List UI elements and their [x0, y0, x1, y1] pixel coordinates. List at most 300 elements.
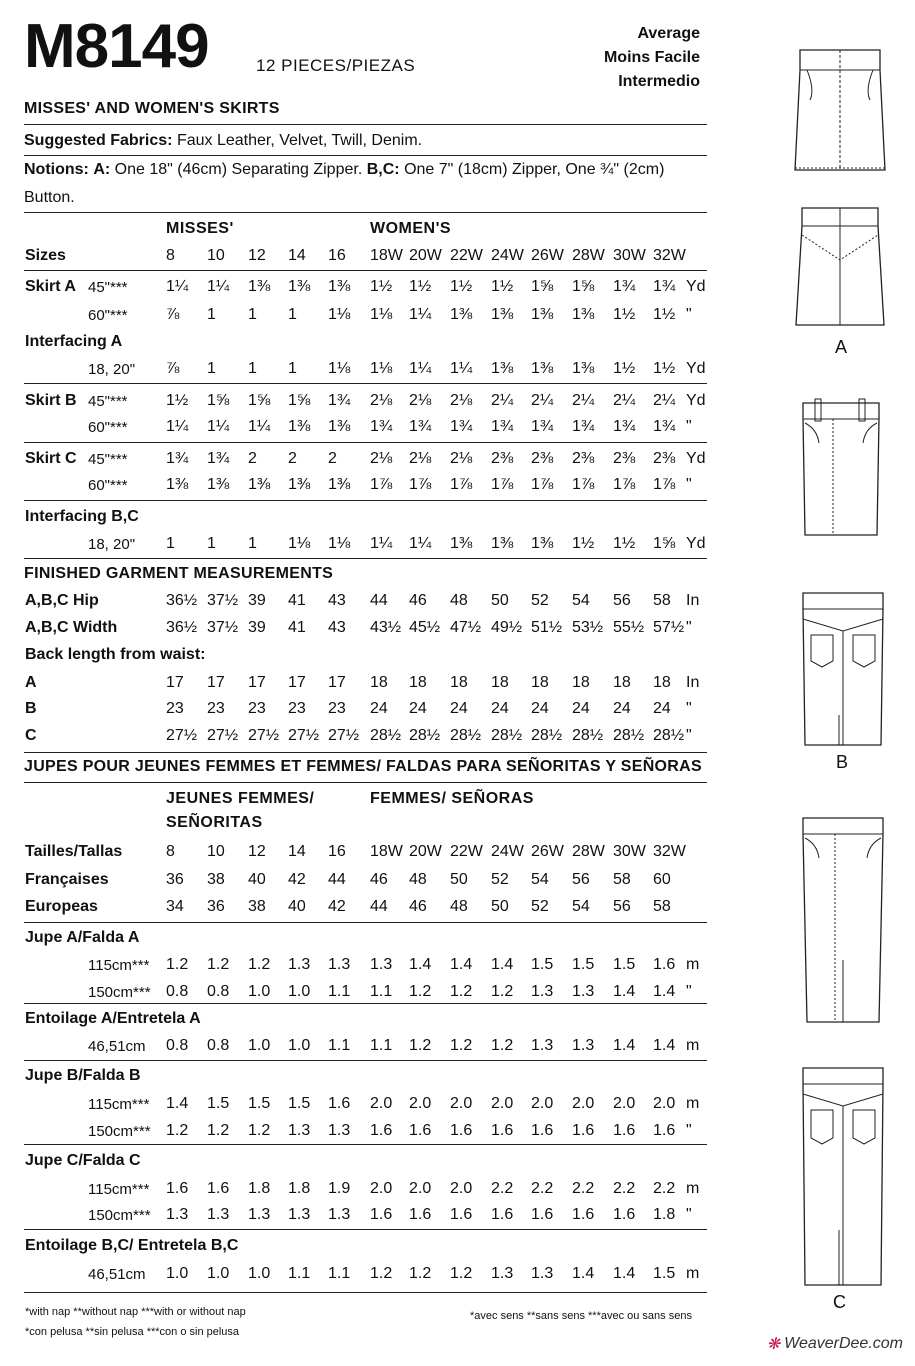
width-label: 60"*** — [88, 477, 128, 494]
yardage-cell: 1 — [207, 360, 216, 377]
size-cell: 52 — [491, 871, 509, 888]
size-header: 8 — [166, 247, 175, 264]
yardage-cell: 1¾ — [613, 418, 636, 435]
size-cell: 12 — [248, 843, 266, 860]
yardage-cell: 2⅜ — [531, 450, 554, 467]
measurement-cell: 54 — [572, 592, 590, 609]
measurement-cell: 24 — [491, 700, 509, 717]
size-cell: 42 — [328, 898, 346, 915]
row-label: Skirt A — [25, 278, 76, 295]
yardage-cell: 1⅛ — [370, 360, 393, 377]
metric-cell: 1.6 — [409, 1122, 432, 1139]
group-women-fr: FEMMES/ SEÑORAS — [370, 790, 534, 807]
measurement-cell: 39 — [248, 619, 266, 636]
measurement-cell: 44 — [370, 592, 388, 609]
measurement-cell: 28½ — [370, 727, 402, 744]
size-cell: 48 — [409, 871, 427, 888]
metric-cell: 2.2 — [491, 1180, 514, 1197]
measurement-cell: 17 — [248, 674, 266, 691]
measurement-cell: 58 — [653, 592, 671, 609]
unit-cell: Yd — [686, 450, 706, 467]
size-cell: 60 — [653, 871, 671, 888]
metric-cell: 1.5 — [207, 1095, 230, 1112]
metric-cell: 1.5 — [531, 956, 554, 973]
metric-cell: 1.1 — [328, 1265, 351, 1282]
measurement-cell: 24 — [653, 700, 671, 717]
notions-a-value: One 18" (46cm) Separating Zipper. — [114, 161, 363, 178]
difficulty-levels — [604, 22, 700, 94]
yardage-cell: 1¼ — [248, 418, 271, 435]
metric-cell: 1.2 — [207, 956, 230, 973]
measurement-cell: 18 — [491, 674, 509, 691]
measurement-cell: 43 — [328, 592, 346, 609]
metric-cell: 1.2 — [207, 1122, 230, 1139]
row-label: Back length from waist: — [25, 646, 206, 663]
divider — [24, 383, 707, 384]
metric-cell: 1.3 — [166, 1206, 189, 1223]
notions-line2: Button. — [24, 189, 75, 206]
measurement-cell: 28½ — [572, 727, 604, 744]
yardage-cell: 1½ — [166, 392, 189, 409]
metric-cell: 1.1 — [370, 1037, 393, 1054]
metric-cell: 2.2 — [613, 1180, 636, 1197]
size-header: 28W — [572, 247, 605, 264]
measurement-cell: 47½ — [450, 619, 482, 636]
notions-bc-value: One 7" (18cm) Zipper, One ¾" (2cm) — [404, 161, 665, 178]
group-young-line1: JEUNES FEMMES/ — [166, 790, 315, 807]
difficulty-en: Average — [637, 25, 700, 42]
width-label: 46,51cm — [88, 1266, 146, 1283]
yardage-cell: 1½ — [370, 278, 393, 295]
size-cell: 26W — [531, 843, 564, 860]
size-cell: 10 — [207, 843, 225, 860]
size-cell: 14 — [288, 843, 306, 860]
metric-cell: 1.0 — [288, 983, 311, 1000]
divider — [24, 442, 707, 443]
measurement-cell: 37½ — [207, 592, 239, 609]
measurement-cell: 27½ — [166, 727, 198, 744]
metric-cell: 2.0 — [370, 1095, 393, 1112]
size-cell: 40 — [248, 871, 266, 888]
measurement-cell: 18 — [409, 674, 427, 691]
yardage-cell: 1 — [207, 535, 216, 552]
yardage-cell: 1½ — [572, 535, 595, 552]
metric-cell: 2.0 — [613, 1095, 636, 1112]
yardage-cell: 1⅞ — [409, 476, 432, 493]
metric-cell: 1.3 — [531, 1037, 554, 1054]
pattern-number: M8149 — [24, 12, 209, 81]
metric-cell: 1.8 — [248, 1180, 271, 1197]
divider — [24, 922, 707, 923]
piece-count: 12 PIECES/PIEZAS — [256, 56, 416, 75]
yardage-cell: 2 — [248, 450, 257, 467]
yardage-cell: 1⅛ — [328, 306, 351, 323]
yardage-cell: 1⅜ — [491, 360, 514, 377]
metric-cell: 1.3 — [288, 956, 311, 973]
yardage-cell: 2⅜ — [613, 450, 636, 467]
divider — [24, 212, 707, 213]
yardage-cell: 1¾ — [653, 418, 676, 435]
size-cell: 58 — [613, 871, 631, 888]
measurement-cell: 55½ — [613, 619, 645, 636]
unit-cell: In — [686, 674, 700, 691]
metric-cell: 1.8 — [288, 1180, 311, 1197]
size-cell: 44 — [328, 871, 346, 888]
measurement-cell: 18 — [653, 674, 671, 691]
document-title: MISSES' AND WOMEN'S SKIRTS — [24, 100, 280, 117]
yardage-cell: 1½ — [653, 306, 676, 323]
unit-cell: " — [686, 476, 692, 493]
size-cell: 36 — [166, 871, 184, 888]
metric-cell: 1.4 — [572, 1265, 595, 1282]
yardage-cell: 1¼ — [409, 360, 432, 377]
yardage-cell: 1¾ — [166, 450, 189, 467]
size-cell: 56 — [613, 898, 631, 915]
unit-cell: m — [686, 1265, 700, 1282]
divider — [24, 270, 707, 271]
skirt-b-back-sketch — [795, 585, 891, 755]
metric-cell: 1.3 — [328, 956, 351, 973]
yardage-cell: 1¾ — [531, 418, 554, 435]
metric-cell: 0.8 — [166, 983, 189, 1000]
metric-cell: 1.5 — [248, 1095, 271, 1112]
metric-cell: 1.6 — [531, 1206, 554, 1223]
skirt-a-back-sketch — [790, 200, 890, 335]
row-label: Interfacing A — [25, 333, 123, 350]
yardage-cell: 1⅜ — [288, 278, 311, 295]
yardage-cell: 1¾ — [207, 450, 230, 467]
yardage-cell: 1 — [248, 360, 257, 377]
metric-cell: 1.2 — [166, 956, 189, 973]
metric-cell: 1.6 — [370, 1206, 393, 1223]
metric-cell: 1.0 — [288, 1037, 311, 1054]
unit-cell: In — [686, 592, 700, 609]
size-cell: 22W — [450, 843, 483, 860]
measurement-cell: 52 — [531, 592, 549, 609]
notions — [24, 161, 664, 179]
metric-cell: 1.3 — [207, 1206, 230, 1223]
metric-cell: 1.1 — [370, 983, 393, 1000]
measurement-cell: 18 — [572, 674, 590, 691]
yardage-cell: 1⅜ — [572, 360, 595, 377]
suggested-fabrics — [24, 132, 422, 150]
size-cell: 46 — [409, 898, 427, 915]
metric-cell: 1.0 — [166, 1265, 189, 1282]
measurement-cell: 24 — [450, 700, 468, 717]
measurement-cell: 24 — [370, 700, 388, 717]
size-cell: 52 — [531, 898, 549, 915]
metric-cell: 1.3 — [572, 983, 595, 1000]
measurement-cell: 24 — [572, 700, 590, 717]
metric-cell: 2.0 — [572, 1095, 595, 1112]
skirt-b-front-sketch — [793, 395, 889, 545]
metric-cell: 1.1 — [288, 1265, 311, 1282]
width-label: 45"*** — [88, 279, 128, 296]
metric-cell: 2.0 — [653, 1095, 676, 1112]
metric-cell: 1.2 — [166, 1122, 189, 1139]
yardage-cell: 1¾ — [370, 418, 393, 435]
yardage-cell: 1½ — [409, 278, 432, 295]
yardage-cell: 1 — [207, 306, 216, 323]
divider — [24, 558, 707, 559]
metric-cell: 1.6 — [328, 1095, 351, 1112]
metric-cell: 1.0 — [248, 1037, 271, 1054]
metric-cell: 1.0 — [248, 1265, 271, 1282]
yardage-cell: 1⅞ — [491, 476, 514, 493]
group-misses: MISSES' — [166, 220, 234, 237]
metric-cell: 1.3 — [491, 1265, 514, 1282]
metric-cell: 1.0 — [248, 983, 271, 1000]
metric-cell: 1.5 — [572, 956, 595, 973]
metric-cell: 1.6 — [207, 1180, 230, 1197]
yardage-cell: 1⅞ — [450, 476, 473, 493]
measurement-cell: 28½ — [653, 727, 685, 744]
metric-cell: 1.6 — [409, 1206, 432, 1223]
width-label: 45"*** — [88, 393, 128, 410]
yardage-cell: 1 — [248, 306, 257, 323]
row-label: C — [25, 727, 37, 744]
yardage-cell: ⅞ — [166, 360, 180, 377]
yardage-cell: 1⅜ — [572, 306, 595, 323]
metric-title: JUPES POUR JEUNES FEMMES ET FEMMES/ FALDAS PARA SEÑORITAS Y SEÑORAS — [24, 758, 702, 775]
metric-cell: 1.1 — [328, 1037, 351, 1054]
yardage-cell: 2⅛ — [370, 392, 393, 409]
width-label: 150cm*** — [88, 1123, 151, 1140]
group-young-line2: SEÑORITAS — [166, 814, 263, 831]
metric-cell: 1.2 — [450, 1037, 473, 1054]
section-label: Jupe A/Falda A — [25, 929, 140, 946]
size-cell: 38 — [207, 871, 225, 888]
yardage-cell: 2 — [328, 450, 337, 467]
yardage-cell: 1¼ — [207, 418, 230, 435]
metric-cell: 1.6 — [572, 1122, 595, 1139]
measurement-cell: 37½ — [207, 619, 239, 636]
metric-cell: 1.6 — [613, 1206, 636, 1223]
yardage-cell: 1½ — [613, 360, 636, 377]
metric-cell: 1.2 — [491, 1037, 514, 1054]
yardage-cell: 2¼ — [572, 392, 595, 409]
size-cell: 34 — [166, 898, 184, 915]
size-header: 10 — [207, 247, 225, 264]
divider — [24, 1003, 707, 1004]
yardage-cell: 2¼ — [491, 392, 514, 409]
metric-cell: 2.0 — [491, 1095, 514, 1112]
yardage-cell: 1⅜ — [531, 360, 554, 377]
metric-cell: 1.2 — [409, 983, 432, 1000]
metric-cell: 1.4 — [450, 956, 473, 973]
size-cell: 8 — [166, 843, 175, 860]
group-women: WOMEN'S — [370, 220, 452, 237]
metric-cell: 1.6 — [370, 1122, 393, 1139]
measurement-cell: 17 — [328, 674, 346, 691]
metric-cell: 2.2 — [531, 1180, 554, 1197]
butterfly-icon: ❋ — [766, 1336, 781, 1353]
metric-cell: 2.0 — [450, 1180, 473, 1197]
measurement-cell: 23 — [328, 700, 346, 717]
size-cell: 36 — [207, 898, 225, 915]
divider — [24, 1292, 707, 1293]
size-cell: 54 — [572, 898, 590, 915]
width-label: 60"*** — [88, 307, 128, 324]
section-label: Jupe B/Falda B — [25, 1067, 141, 1084]
metric-cell: 1.3 — [328, 1122, 351, 1139]
metric-cell: 1.4 — [491, 956, 514, 973]
notions-bc-label: B,C: — [366, 161, 400, 178]
yardage-cell: 2¼ — [531, 392, 554, 409]
brand-name: WeaverDee.com — [784, 1335, 903, 1352]
unit-cell: Yd — [686, 535, 706, 552]
unit-cell: m — [686, 1180, 700, 1197]
size-cell: 38 — [248, 898, 266, 915]
measurement-cell: 53½ — [572, 619, 604, 636]
measurement-cell: 28½ — [531, 727, 563, 744]
measurement-cell: 24 — [531, 700, 549, 717]
yardage-cell: 1⅞ — [653, 476, 676, 493]
measurement-cell: 18 — [613, 674, 631, 691]
size-cell: 48 — [450, 898, 468, 915]
metric-cell: 1.8 — [653, 1206, 676, 1223]
yardage-cell: 1⅜ — [288, 476, 311, 493]
yardage-cell: 1⅜ — [450, 306, 473, 323]
row-label: Europeas — [25, 898, 98, 915]
metric-cell: 1.6 — [491, 1206, 514, 1223]
metric-cell: 2.2 — [653, 1180, 676, 1197]
width-label: 18, 20" — [88, 361, 136, 378]
yardage-cell: 2⅛ — [450, 450, 473, 467]
yardage-cell: 1⅛ — [328, 360, 351, 377]
footnote-fr: *avec sens **sans sens ***avec ou sans sens — [470, 1310, 692, 1322]
yardage-cell: 1½ — [450, 278, 473, 295]
divider — [24, 124, 707, 125]
section-label: Entoilage A/Entretela A — [25, 1010, 201, 1027]
metric-cell: 1.3 — [531, 983, 554, 1000]
metric-cell: 1.5 — [288, 1095, 311, 1112]
yardage-cell: 1¾ — [491, 418, 514, 435]
measurement-cell: 17 — [166, 674, 184, 691]
measurement-cell: 46 — [409, 592, 427, 609]
yardage-cell: 1⅜ — [248, 476, 271, 493]
notions-a-label: A: — [93, 161, 111, 178]
measurement-cell: 23 — [248, 700, 266, 717]
width-label: 46,51cm — [88, 1038, 146, 1055]
yardage-cell: 1⅞ — [613, 476, 636, 493]
difficulty-es: Intermedio — [618, 73, 700, 90]
metric-cell: 1.2 — [248, 956, 271, 973]
width-label: 115cm*** — [88, 1096, 150, 1113]
metric-cell: 2.0 — [450, 1095, 473, 1112]
measurement-cell: 50 — [491, 592, 509, 609]
skirt-c-front-sketch — [795, 810, 891, 1030]
metric-cell: 1.4 — [613, 983, 636, 1000]
metric-cell: 0.8 — [207, 1037, 230, 1054]
metric-cell: 1.4 — [653, 983, 676, 1000]
divider — [24, 782, 707, 783]
view-label-a: A — [835, 337, 848, 357]
metric-cell: 1.6 — [450, 1206, 473, 1223]
row-label: A,B,C Width — [25, 619, 118, 636]
group-young-women — [166, 790, 314, 832]
yardage-cell: 1⅛ — [328, 535, 351, 552]
metric-cell: 1.3 — [370, 956, 393, 973]
yardage-cell: 1 — [166, 535, 175, 552]
size-header: 18W — [370, 247, 403, 264]
metric-cell: 1.4 — [613, 1037, 636, 1054]
yardage-cell: 2⅜ — [491, 450, 514, 467]
metric-cell: 1.3 — [288, 1122, 311, 1139]
yardage-cell: 1½ — [613, 535, 636, 552]
measurement-cell: 28½ — [409, 727, 441, 744]
measurement-cell: 27½ — [248, 727, 280, 744]
measurement-cell: 18 — [531, 674, 549, 691]
yardage-cell: 1⅛ — [288, 535, 311, 552]
metric-cell: 0.8 — [207, 983, 230, 1000]
yardage-cell: 1⅝ — [531, 278, 554, 295]
metric-cell: 1.2 — [491, 983, 514, 1000]
metric-cell: 1.3 — [572, 1037, 595, 1054]
yardage-cell: 1¼ — [207, 278, 230, 295]
yardage-cell: 2⅜ — [572, 450, 595, 467]
size-cell: 28W — [572, 843, 605, 860]
row-label: Tailles/Tallas — [25, 843, 123, 860]
measurement-cell: 51½ — [531, 619, 563, 636]
unit-cell: " — [686, 727, 692, 744]
divider — [24, 1144, 707, 1145]
yardage-cell: 1½ — [653, 360, 676, 377]
metric-cell: 1.6 — [166, 1180, 189, 1197]
yardage-cell: 1⅜ — [166, 476, 189, 493]
yardage-cell: 1¼ — [370, 535, 393, 552]
size-header: 14 — [288, 247, 306, 264]
yardage-cell: 1⅜ — [328, 278, 351, 295]
yardage-cell: 1⅝ — [653, 535, 676, 552]
size-cell: 18W — [370, 843, 403, 860]
measurement-cell: 17 — [288, 674, 306, 691]
unit-cell: " — [686, 418, 692, 435]
size-cell: 32W — [653, 843, 686, 860]
measurement-cell: 45½ — [409, 619, 441, 636]
measurement-cell: 49½ — [491, 619, 523, 636]
row-label: Skirt B — [25, 392, 77, 409]
size-header: 12 — [248, 247, 266, 264]
metric-cell: 0.8 — [166, 1037, 189, 1054]
unit-cell: " — [686, 1206, 692, 1223]
yardage-cell: 1⅜ — [248, 278, 271, 295]
measurement-cell: 18 — [370, 674, 388, 691]
yardage-cell: 2⅜ — [653, 450, 676, 467]
yardage-cell: 1¾ — [613, 278, 636, 295]
size-cell: 40 — [288, 898, 306, 915]
unit-cell: m — [686, 956, 700, 973]
unit-cell: Yd — [686, 392, 706, 409]
yardage-cell: 2⅛ — [409, 392, 432, 409]
metric-cell: 1.5 — [653, 1265, 676, 1282]
yardage-cell: 1 — [288, 306, 297, 323]
metric-cell: 1.4 — [166, 1095, 189, 1112]
yardage-cell: 1¼ — [450, 360, 473, 377]
yardage-cell: 2⅛ — [409, 450, 432, 467]
unit-cell: " — [686, 306, 692, 323]
size-header: 24W — [491, 247, 524, 264]
view-label-b: B — [836, 752, 849, 772]
size-cell: 56 — [572, 871, 590, 888]
size-header: 20W — [409, 247, 442, 264]
metric-cell: 1.3 — [328, 1206, 351, 1223]
yardage-cell: 1⅞ — [531, 476, 554, 493]
fabrics-label: Suggested Fabrics: — [24, 132, 173, 149]
metric-cell: 1.9 — [328, 1180, 351, 1197]
width-label: 115cm*** — [88, 1181, 150, 1198]
metric-cell: 1.0 — [207, 1265, 230, 1282]
